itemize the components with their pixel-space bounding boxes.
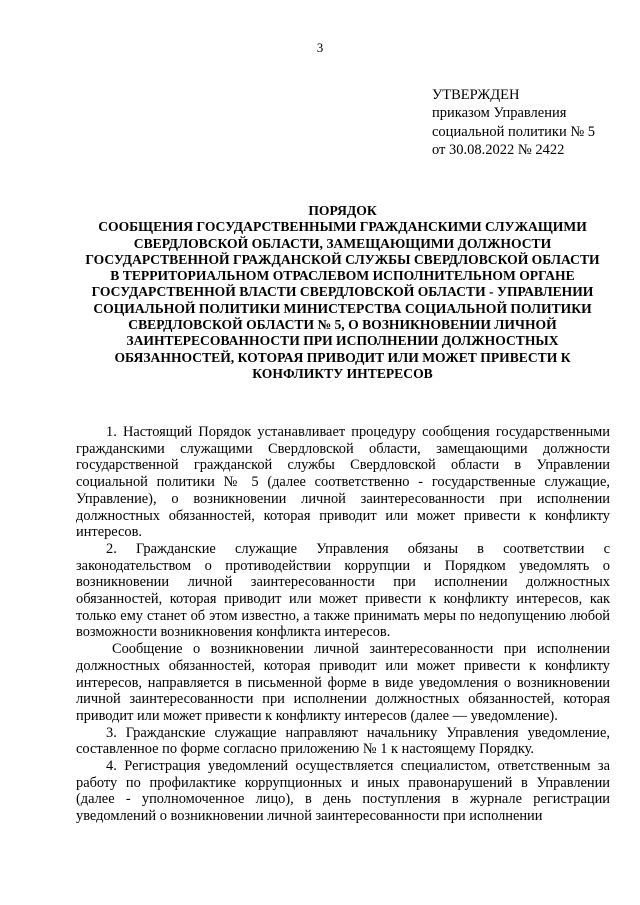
paragraph-4: 4. Регистрация уведомлений осуществляется специалистом, ответственным за работу по профилактике коррупционных и иных правонарушений в Управлении (далее - уполномоченное лицо), в день поступления в журнале регистрации уведомлений о возникновении личной заинтересованности при исполнении: [76, 758, 610, 825]
document-body: [76, 424, 610, 825]
title-line: СВЕРДЛОВСКОЙ ОБЛАСТИ № 5, О ВОЗНИКНОВЕНИИ ЛИЧНОЙ: [128, 317, 557, 333]
paragraph-2: 2. Гражданские служащие Управления обязаны в соответствии с законодательством о противодействии коррупции и Порядком уведомлять о возникновении личной заинтересованности при исполнении должностных обязанностей, которая приводит или может привести к конфликту интересов, как только ему станет об этом известно, а также принимать меры по недопущению любой возможности возникновения конфликта интересов.: [76, 540, 610, 641]
title-line: КОНФЛИКТУ ИНТЕРЕСОВ: [252, 365, 433, 381]
title-line: СВЕРДЛОВСКОЙ ОБЛАСТИ, ЗАМЕЩАЮЩИМИ ДОЛЖНОСТИ: [133, 235, 552, 251]
title-line: ПОРЯДОК: [308, 203, 377, 218]
title-line: ОБЯЗАННОСТЕЙ, КОТОРАЯ ПРИВОДИТ ИЛИ МОЖЕТ ПРИВЕСТИ К: [114, 349, 571, 365]
approval-line: приказом Управления: [432, 105, 567, 122]
approval-stamp: [432, 86, 632, 159]
paragraph-2-continuation: Сообщение о возникновении личной заинтересованности при исполнении должностных обязанностей, которая приводит или может привести к конфликту интересов, направляется в письменной форме в виде уведомления о возникновении личной заинтересованности при исполнении должностных обязанностей, которая приводит или может привести к конфликту интересов (далее — уведомление).: [76, 641, 610, 724]
document-title: [70, 203, 615, 382]
approval-line: социальной политики № 5: [432, 123, 596, 140]
title-line: ГОСУДАРСТВЕННОЙ ГРАЖДАНСКОЙ СЛУЖБЫ СВЕРДЛОВСКОЙ ОБЛАСТИ: [85, 251, 600, 267]
title-line: СОЦИАЛЬНОЙ ПОЛИТИКИ МИНИСТЕРСТВА СОЦИАЛЬНОЙ ПОЛИТИКИ: [93, 300, 592, 316]
title-line: СООБЩЕНИЯ ГОСУДАРСТВЕННЫМИ ГРАЖДАНСКИМИ СЛУЖАЩИМИ: [98, 219, 587, 235]
title-line: ЗАИНТЕРЕСОВАННОСТИ ПРИ ИСПОЛНЕНИИ ДОЛЖНОСТНЫХ: [126, 333, 559, 349]
page-number: 3: [316, 40, 324, 55]
approval-line: от 30.08.2022 № 2422: [432, 141, 565, 158]
paragraph-3: 3. Гражданские служащие направляют начальнику Управления уведомление, составленное по форме согласно приложению № 1 к настоящему Порядку.: [76, 724, 610, 758]
title-line: ГОСУДАРСТВЕННОЙ ВЛАСТИ СВЕРДЛОВСКОЙ ОБЛАСТИ - УПРАВЛЕНИИ: [91, 284, 594, 300]
approval-line: УТВЕРЖДЕН: [432, 87, 520, 103]
title-line: В ТЕРРИТОРИАЛЬНОМ ОТРАСЛЕВОМ ИСПОЛНИТЕЛЬНОМ ОРГАНЕ: [110, 268, 575, 284]
paragraph-1: 1. Настоящий Порядок устанавливает процедуру сообщения государственными гражданскими служащими Свердловской области, замещающими должности государственной гражданской службы Свердловской области в Управлении социальной политики № 5 (далее соответственно - государственные служащие, Управление), о возникновении личной заинтересованности при исполнении должностных обязанностей, которая приводит или может привести к конфликту интересов.: [76, 424, 610, 541]
